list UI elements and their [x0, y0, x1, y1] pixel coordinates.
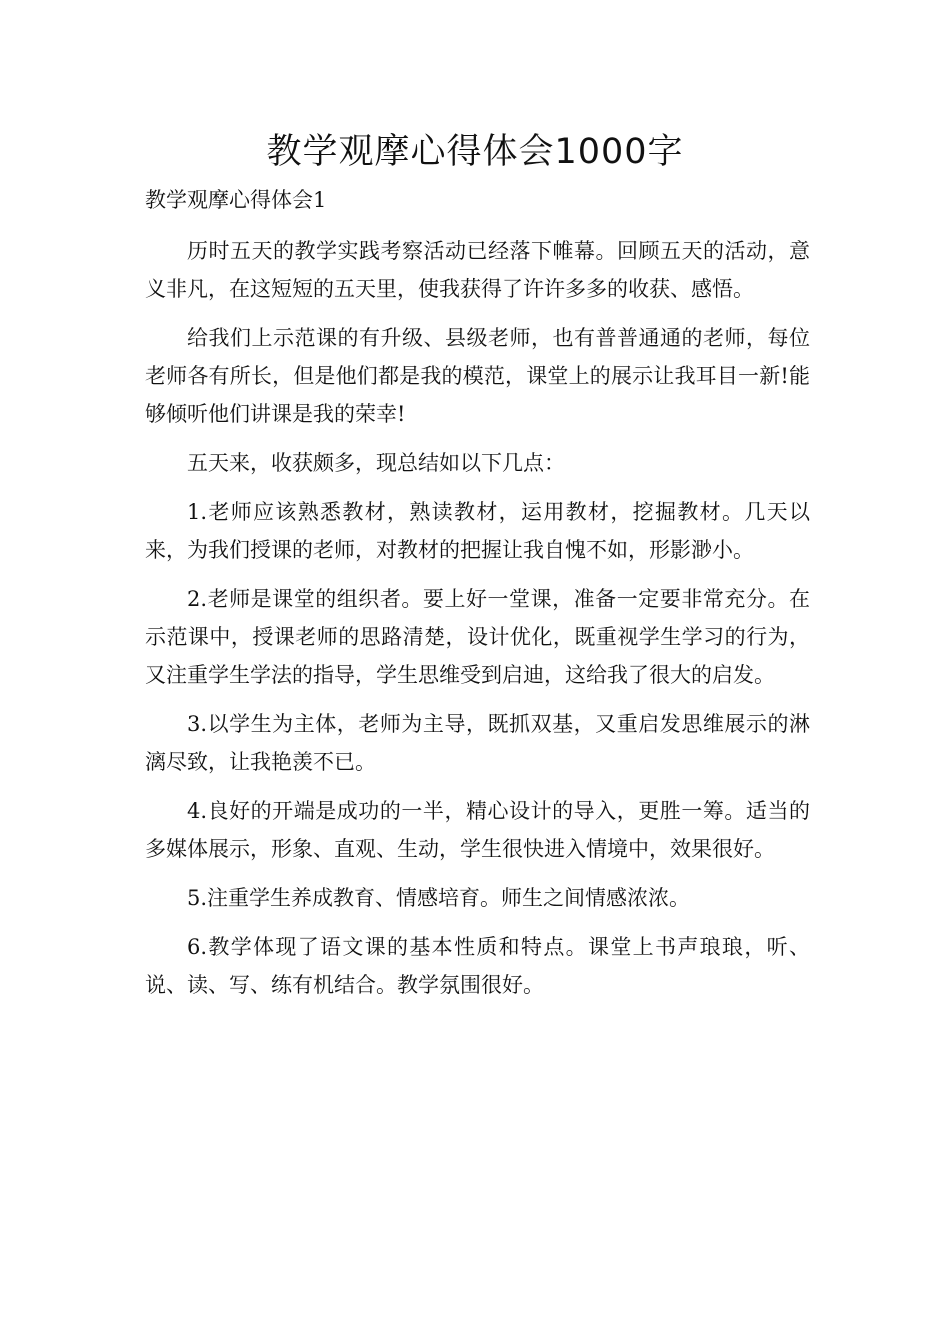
document-subtitle: 教学观摩心得体会1: [145, 188, 327, 212]
paragraph-3: 五天来，收获颇多，现总结如以下几点：: [187, 451, 565, 475]
paragraph-9: 6.教学体现了语文课的基本性质和特点。课堂上书声琅琅，听、说、读、写、练有机结合。教学氛围很好。: [145, 935, 810, 997]
paragraph-4: 1.老师应该熟悉教材，熟读教材，运用教材，挖掘教材。几天以来，为我们授课的老师，对教材的把握让我自愧不如，形影渺小。: [145, 500, 810, 562]
document-body: [145, 232, 810, 1015]
paragraph-6: 3.以学生为主体，老师为主导，既抓双基，又重启发思维展示的淋漓尽致，让我艳羡不已。: [145, 712, 810, 774]
paragraph-8: 5.注重学生养成教育、情感培育。师生之间情感浓浓。: [187, 886, 691, 910]
document-title: 教学观摩心得体会1000字: [266, 132, 684, 172]
paragraph-5: 2.老师是课堂的组织者。要上好一堂课，准备一定要非常充分。在示范课中，授课老师的思路清楚，设计优化，既重视学生学习的行为，又注重学生学法的指导，学生思维受到启迪，这给我了很大的启发。: [145, 587, 810, 687]
paragraph-2: 给我们上示范课的有升级、县级老师，也有普普通通的老师，每位老师各有所长，但是他们都是我的模范，课堂上的展示让我耳目一新!能够倾听他们讲课是我的荣幸!: [145, 326, 810, 426]
paragraph-7: 4.良好的开端是成功的一半，精心设计的导入，更胜一筹。适当的多媒体展示，形象、直观、生动，学生很快进入情境中，效果很好。: [145, 799, 810, 861]
paragraph-1: 历时五天的教学实践考察活动已经落下帷幕。回顾五天的活动，意义非凡，在这短短的五天里，使我获得了许许多多的收获、感悟。: [145, 239, 810, 301]
